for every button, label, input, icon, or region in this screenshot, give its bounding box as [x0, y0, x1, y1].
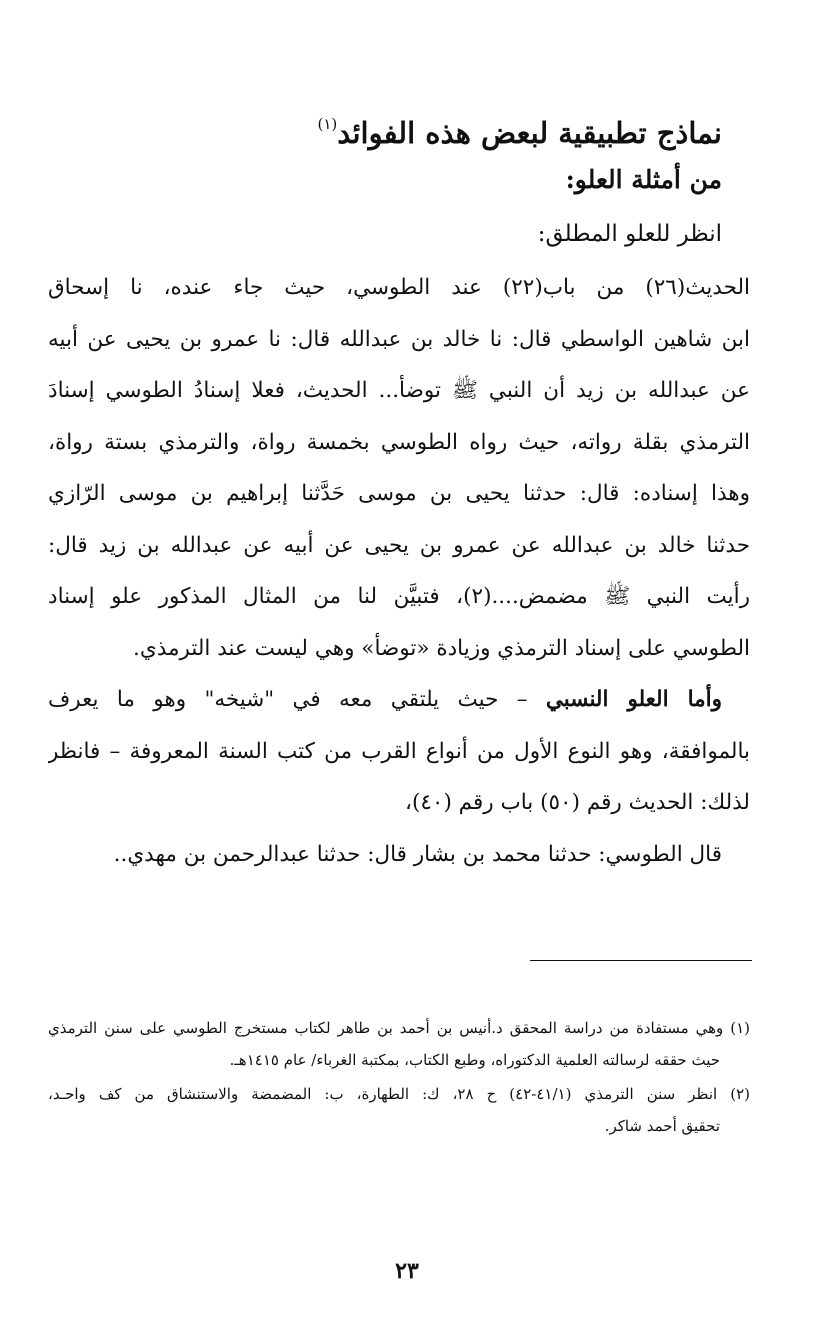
text-line: لذلك: الحديث رقم (٥٠) باب رقم (٤٠)،: [405, 790, 750, 815]
text-line: عن عبدالله بن زيد أن النبي ﷺ توضأ... الحديث، فعلا إسنادُ الطوسي إسنادَ: [48, 378, 750, 403]
title-footnote-marker: (١): [317, 115, 338, 133]
footnote-2-continued: تحقيق أحمد شاكر.: [604, 1117, 720, 1135]
text-line: الحديث(٢٦) من باب(٢٢) عند الطوسي، حيث جاء عنده، نا إسحاق: [48, 275, 750, 300]
footnote-separator: [530, 960, 752, 961]
text-line: ابن شاهين الواسطي قال: نا خالد بن عبدالله قال: نا عمرو بن يحيى عن أبيه: [48, 326, 750, 352]
nisbi-heading: وأما العلو النسبي: [545, 687, 722, 712]
footnotes: [48, 1012, 750, 1142]
footnote-1-continued: حيث حققه لرسالته العلمية الدكتوراه، وطبع الكتاب، بمكتبة الغرباء/ عام ١٤١٥هـ.: [229, 1051, 720, 1069]
page-title: [317, 100, 722, 157]
text-line: حدثنا خالد بن عبدالله عن عمرو بن يحيى عن أبيه عن عبدالله بن زيد قال:: [48, 532, 750, 558]
intro-line: انظر للعلو المطلق:: [537, 221, 722, 247]
text-line: وهذا إسناده: قال: حدثنا يحيى بن موسى حَدَّثنا إبراهيم بن موسى الرّازي: [48, 481, 750, 506]
text-line: بالموافقة، وهو النوع الأول من أنواع القرب من كتب السنة المعروفة – فانظر: [48, 738, 750, 764]
text-line: رأيت النبي ﷺ مضمض....(٢)، فتبيَّن لنا من المثال المذكور علو إسناد: [48, 584, 750, 609]
footnote-2: (٢) انظر سنن الترمذي (٤١/١-٤٢) ح ٢٨، ك: الطهارة، ب: المضمضة والاستنشاق من كف واحـد،: [48, 1085, 750, 1103]
title-text: نماذج تطبيقية لبعض هذه الفوائد: [337, 116, 722, 150]
section-subtitle: من أمثلة العلو:: [565, 165, 722, 194]
footnote-1: (١) وهي مستفادة من دراسة المحقق د.أنيس بن أحمد بن طاهر لكتاب مستخرج الطوسي على سنن الترمذي: [48, 1019, 750, 1037]
text-line: الترمذي بقلة رواته، حيث رواه الطوسي بخمسة رواة، والترمذي بستة رواة،: [48, 429, 750, 455]
nisbi-text: – حيث يلتقي معه في "شيخه" وهو ما يعرف: [48, 687, 546, 712]
text-line: الطوسي على إسناد الترمذي وزيادة «توضأ» وهي ليست عند الترمذي.: [133, 635, 750, 661]
main-text: [48, 262, 750, 880]
closing-line: قال الطوسي: حدثنا محمد بن بشار قال: حدثنا عبدالرحمن بن مهدي..: [113, 841, 722, 867]
page-number: ٢٣: [395, 1258, 419, 1284]
nisbi-line: [48, 674, 750, 726]
